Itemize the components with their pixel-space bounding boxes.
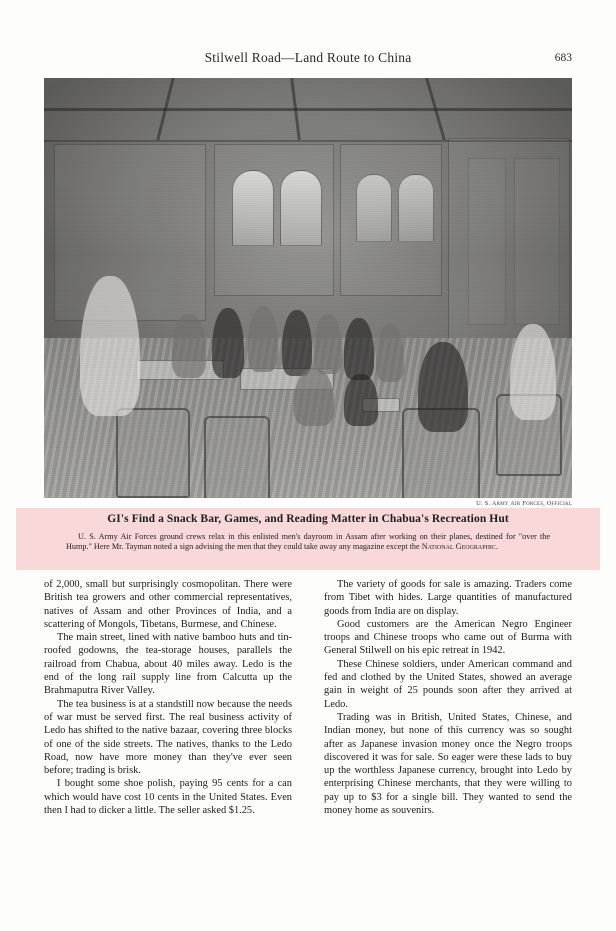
caption-text-part2: . [495,542,498,552]
caption-text-part1: U. S. Army Air Forces ground crews relax in this enlisted men's dayroom in Assam after working on their planes, destined for "over the Hump." Here Mr. Tayman noted a sign advising the men that they could take away any magazine except the [66,532,550,552]
caption-title: GI's Find a Snack Bar, Games, and Reading Matter in Chabua's Recreation Hut [107,513,509,525]
caption-text-smallcaps: National Geographic [421,542,496,552]
running-head [44,50,572,68]
paragraph: The main street, lined with native bamboo huts and tin-roofed godowns, the tea-storage houses, parallels the railroad from Chabua, about 40 miles away. Ledo is the end of the long rail supply line from Calcutta up the Brahmaputra River Valley. [44,632,292,697]
paragraph: of 2,000, small but surprisingly cosmopolitan. There were British tea growers and other commercial representatives, natives of Assam and other Provinces of India, and a scattering of Mongols, Tibetans, Burmese, and Chinese. [44,579,292,630]
caption-block [16,508,600,570]
paragraph: Trading was in British, United States, Chinese, and Indian money, but none of this currency was so sought after as Japanese invasion money once the Negro troops discovered it was for sale. So eager were these lads to buy up the worthless Japanese currency, brought into Ledo by enterprising Chinese merchants, that they were willing to pay up to $3 for a single bill. They wanted to send the money home as souvenirs. [324,711,572,817]
right-column [324,578,572,817]
body-columns [44,578,572,878]
paragraph: The variety of goods for sale is amazing. Traders come from Tibet with hides. Large quantities of manufactured goods from India are on display. [324,579,572,617]
photo-grain [44,78,572,498]
left-column [44,578,292,817]
paragraph: These Chinese soldiers, under American command and fed and clothed by the United States, showed an average gain in weight of 25 pounds soon after they arrived at Ledo. [324,658,572,710]
photograph [44,78,572,498]
photograph-image [44,78,572,498]
caption-body [66,532,550,553]
paragraph: I bought some shoe polish, paying 95 cents for a can which would have cost 10 cents in the United States. Even then I had to dicker a little. The seller asked $1.25. [44,778,292,817]
photo-credit: U. S. Army Air Forces, Official [476,500,572,507]
paragraph: The tea business is at a standstill now because the needs of war must be served first. The real business activity of Ledo has shifted to the native bazaar, covering three blocks of one of the side streets. The natives, thanks to the Ledo Road, now have more money than they've ever seen before; trading is brisk. [44,698,292,777]
paragraph: Good customers are the American Negro Engineer troops and Chinese troops who came out of Burma with General Stilwell on his epic retreat in 1942. [324,618,572,657]
page-number: 683 [554,52,572,64]
running-head-title: Stilwell Road—Land Route to China [204,50,412,65]
